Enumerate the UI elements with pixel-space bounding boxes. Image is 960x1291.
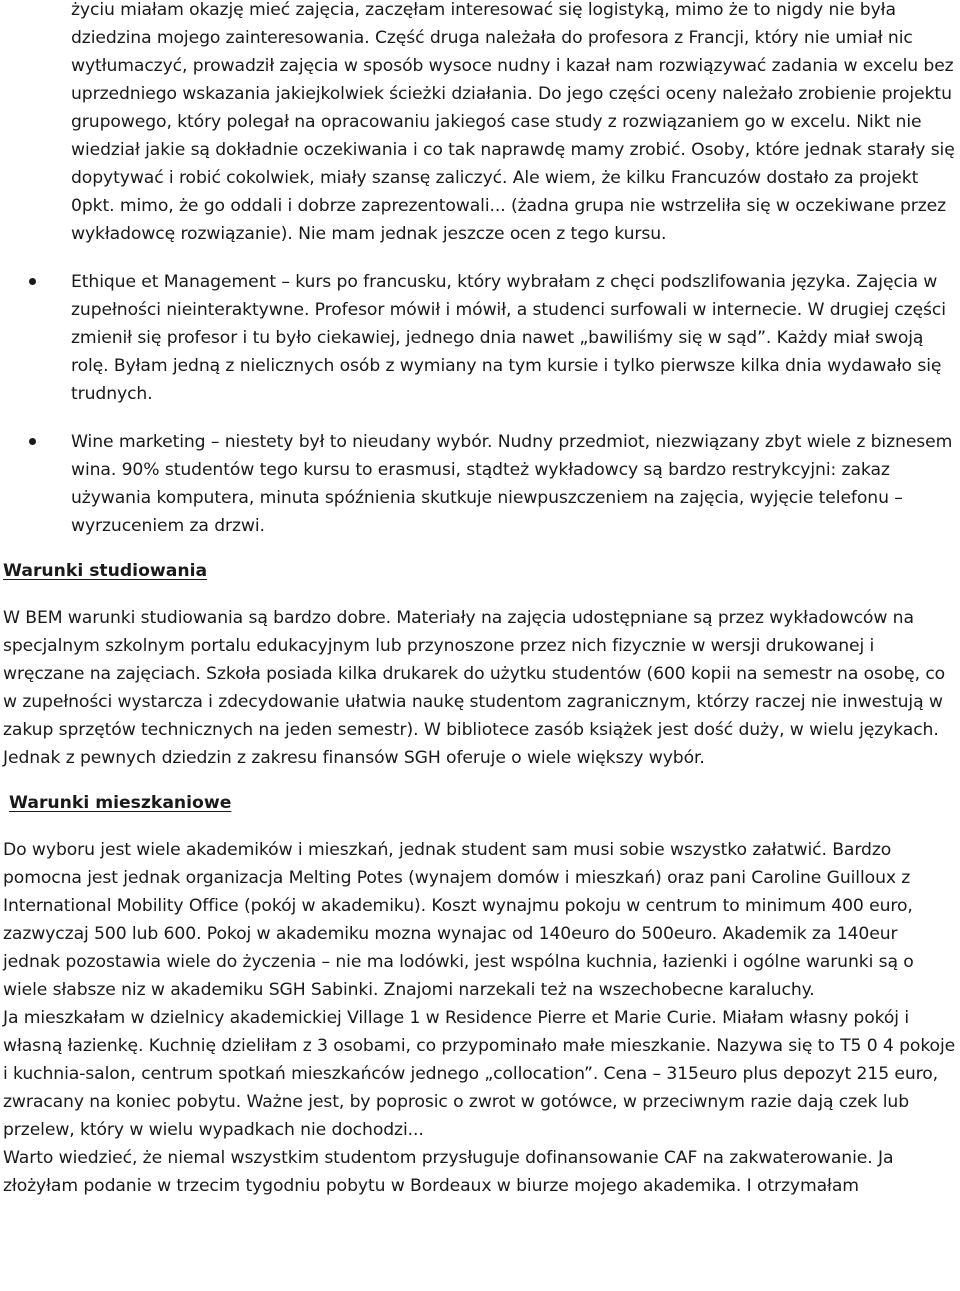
housing-paragraph: Warto wiedzieć, że niemal wszystkim studentom przysługuje dofinansowanie CAF na zakwaterowanie. Ja złożyłam podanie w trzecim tygodniu pobytu w Bordeaux w biurze mojego akademika. I otrzymałam [3,1148,894,1196]
study-conditions-heading: Warunki studiowania [3,561,208,581]
housing-conditions-heading: Warunki mieszkaniowe [9,793,232,813]
course-list-item [3,268,959,408]
document-page [3,0,959,1200]
bullet-icon [29,278,36,285]
housing-paragraph: Ja mieszkałam w dzielnicy akademickiej Village 1 w Residence Pierre et Marie Curie. Miałam własny pokój i własną łazienkę. Kuchnię dzieliłam z 3 osobami, co przypominało małe mieszkanie. Nazywa się to T5 0 4 pokoje i kuchnia-salon, centrum spotkań mieszkańców jednego „collocation”. Cena – 315euro plus depozyt 215 euro, zwracany na koniec pobytu. Ważne jest, by poprosic o zwrot w gotówce, w przeciwnym razie dają czek lub przelew, który w wielu wypadkach nie dochodzi... [3,1008,956,1140]
bullet-icon [29,438,36,445]
study-conditions-paragraph: W BEM warunki studiowania są bardzo dobre. Materiały na zajęcia udostępniane są przez wykładowców na specjalnym szkolnym portalu edukacyjnym lub przynoszone przez nich fizycznie w wersji drukowanej i wręczane na zajęciach. Szkoła posiada kilka drukarek do użytku studentów (600 kopii na semestr na osobę, co w zupełności wystarcza i zdecydowanie ułatwia naukę studentom zagranicznym, którzy raczej nie inwestują w zakup sprzętów technicznych na jeden semestr). W bibliotece zasób książek jest dość duży, w wielu językach. Jednak z pewnych dziedzin z zakresu finansów SGH oferuje o wiele większy wybór. [3,608,946,768]
course-description: Wine marketing – niestety był to nieudany wybór. Nudny przedmiot, niezwiązany zbyt wiele z biznesem wina. 90% studentów tego kursu to erasmusi, stądteż wykładowcy są bardzo restrykcyjni: zakaz używania komputera, minuta spóźnienia skutkuje niewpuszczeniem na zajęcia, wyjęcie telefonu – wyrzuceniem za drzwi. [71,432,953,536]
housing-paragraph: Do wyboru jest wiele akademików i mieszkań, jednak student sam musi sobie wszystko załatwić. Bardzo pomocna jest jednak organizacja Melting Potes (wynajem domów i mieszkań) oraz pani Caroline Guilloux z International Mobility Office (pokój w akademiku). Koszt wynajmu pokoju w centrum to minimum 400 euro, zazwyczaj 500 lub 600. Pokoj w akademiku mozna wynajac od 140euro do 500euro. Akademik za 140eur jednak pozostawia wiele do życzenia – nie ma lodówki, jest wspólna kuchnia, łazienki i ogólne warunki są o wiele słabsze niz w akademiku SGH Sabinki. Znajomi narzekali też na wszechobecne karaluchy. [3,840,914,1000]
course-list-item [3,428,959,540]
intro-continuation-paragraph: życiu miałam okazję mieć zajęcia, zaczęłam interesować się logistyką, mimo że to nigdy nie była dziedzina mojego zainteresowania. Część druga należała do profesora z Francji, który nie umiał nic wytłumaczyć, prowadził zajęcia w sposób wysoce nudny i kazał nam rozwiązywać zadania w excelu bez uprzedniego wskazania jakiejkolwiek ścieżki działania. Do jego części oceny należało zrobienie projektu grupowego, który polegał na opracowaniu jakiegoś case study z rozwiązaniem go w excelu. Nikt nie wiedział jakie są dokładnie oczekiwania i co tak naprawdę mamy zrobić. Osoby, które jednak starały się dopytywać i robić cokolwiek, miały szansę zaliczyć. Ale wiem, że kilku Francuzów dostało za projekt 0pkt. mimo, że go oddali i dobrze zaprezentowali... (żadna grupa nie wstrzeliła się w oczekiwane przez wykładowcę rozwiązanie). Nie mam jednak jeszcze ocen z tego kursu. [71,0,955,244]
course-description: Ethique et Management – kurs po francusku, który wybrałam z chęci podszlifowania języka. Zajęcia w zupełności nieinteraktywne. Profesor mówił i mówił, a studenci surfowali w internecie. W drugiej części zmienił się profesor i tu było ciekawiej, jednego dnia nawet „bawiliśmy się w sąd”. Każdy miał swoją rolę. Byłam jedną z nielicznych osób z wymiany na tym kursie i tylko pierwsze kilka dnia wydawało się trudnych. [71,272,946,404]
